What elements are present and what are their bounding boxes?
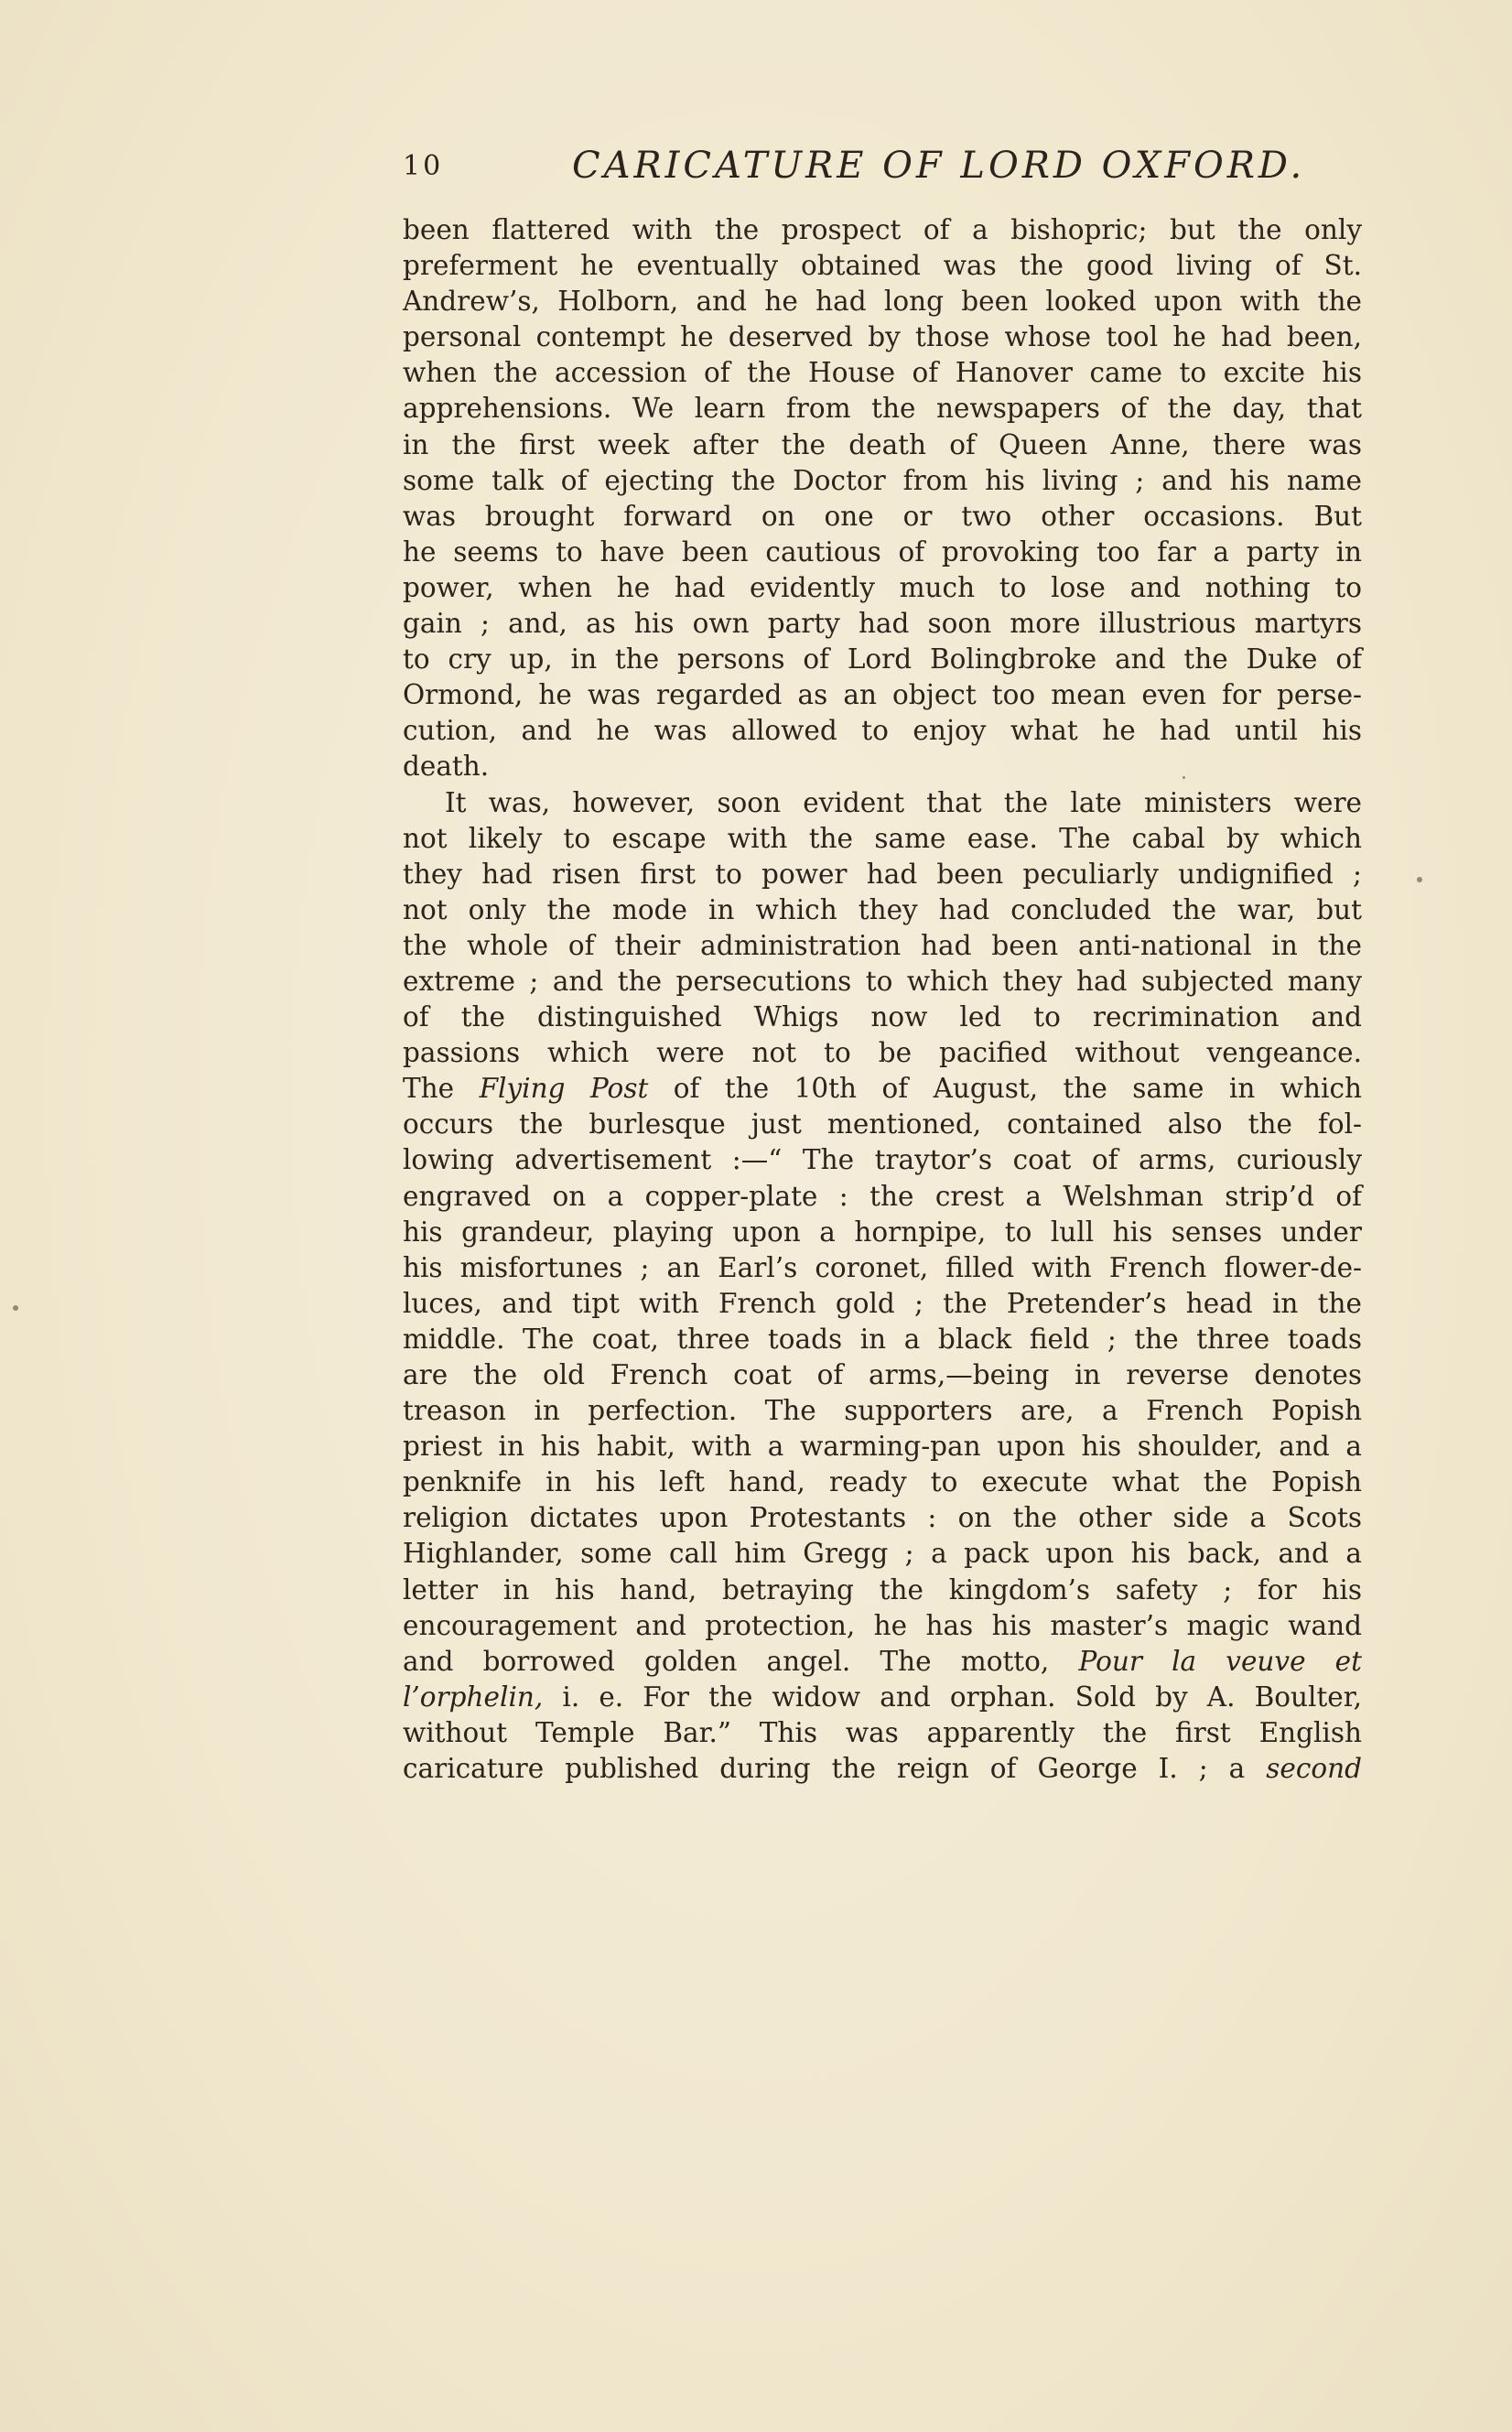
text-line-with-italic: caricature published during the reign of George I. ; a second xyxy=(403,1753,1362,1785)
text-line-with-italic: The Flying Post of the 10th of August, the same in which xyxy=(403,1073,1362,1105)
text-line: in the first week after the death of Queen Anne, there was xyxy=(403,428,1362,460)
text-line: treason in perfection. The supporters are, a French Popish xyxy=(403,1395,1362,1427)
text-line: engraved on a copper-plate : the crest a Welshman strip’d of xyxy=(403,1180,1362,1212)
text-line: his grandeur, playing upon a hornpipe, to lull his senses under xyxy=(403,1216,1362,1248)
page-header xyxy=(403,145,1355,200)
text-line: penknife in his left hand, ready to execute what the Popish xyxy=(403,1466,1362,1498)
text-line: his misfortunes ; an Earl’s coronet, filled with French flower-de- xyxy=(403,1251,1362,1283)
italic-catchword: second xyxy=(1266,1753,1362,1785)
text-line: without Temple Bar.” This was apparently the first English xyxy=(403,1716,1362,1748)
text-line: death. xyxy=(403,751,490,783)
italic-motto: Pour la veuve et xyxy=(1078,1645,1362,1677)
text-line: luces, and tipt with French gold ; the Pretender’s head in the xyxy=(403,1287,1362,1319)
text-line: occurs the burlesque just mentioned, contained also the fol- xyxy=(403,1108,1362,1140)
text-line: personal contempt he deserved by those whose tool he had been, xyxy=(403,321,1362,353)
text-line: was brought forward on one or two other occasions. But xyxy=(403,500,1362,532)
text-line: not likely to escape with the same ease. The cabal by which xyxy=(403,822,1362,854)
text-line: passions which were not to be pacified without vengeance. xyxy=(403,1037,1362,1069)
text-line: Andrew’s, Holborn, and he had long been looked upon with the xyxy=(403,286,1362,318)
text-line: power, when he had evidently much to lose and nothing to xyxy=(403,571,1362,603)
text-line: extreme ; and the persecutions to which they had subjected many xyxy=(403,965,1362,997)
text-line: cution, and he was allowed to enjoy what he had until his xyxy=(403,715,1362,747)
text-line: of the distinguished Whigs now led to recrimination and xyxy=(403,1001,1362,1033)
text-line: preferment he eventually obtained was the good living of St. xyxy=(403,250,1362,282)
paper-speck xyxy=(1183,776,1185,779)
text-line: lowing advertisement :—“ The traytor’s coat of arms, curiously xyxy=(403,1144,1362,1176)
italic-motto-cont: l’orphelin, xyxy=(403,1681,544,1713)
text-line: encouragement and protection, he has his master’s magic wand xyxy=(403,1609,1362,1641)
italic-title: Flying Post xyxy=(479,1073,649,1105)
text-line: It was, however, soon evident that the late ministers were xyxy=(445,786,1362,818)
paper-speck xyxy=(1417,877,1422,882)
text-line: when the accession of the House of Hanover came to excite his xyxy=(403,357,1362,389)
text-line: are the old French coat of arms,—being in reverse denotes xyxy=(403,1359,1362,1390)
text-line: Highlander, some call him Gregg ; a pack upon his back, and a xyxy=(403,1538,1362,1570)
text-line: the whole of their administration had been anti-national in the xyxy=(403,929,1362,961)
text-line: Ormond, he was regarded as an object too mean even for perse- xyxy=(403,679,1362,711)
text-line: gain ; and, as his own party had soon more illustrious martyrs xyxy=(403,608,1362,640)
page-number: 10 xyxy=(403,150,444,182)
text-line: they had risen first to power had been peculiarly undignified ; xyxy=(403,858,1362,890)
text-line: letter in his hand, betraying the kingdom’s safety ; for his xyxy=(403,1573,1362,1605)
paper-speck xyxy=(13,1305,18,1311)
text-line-with-italic: l’orphelin, i. e. For the widow and orphan. Sold by A. Boulter, xyxy=(403,1681,1362,1713)
text-line: religion dictates upon Protestants : on the other side a Scots xyxy=(403,1502,1362,1534)
text-line: some talk of ejecting the Doctor from his living ; and his name xyxy=(403,464,1362,496)
text-line: apprehensions. We learn from the newspapers of the day, that xyxy=(403,393,1362,425)
text-line-with-italic: and borrowed golden angel. The motto, Pour la veuve et xyxy=(403,1645,1362,1677)
text-line: priest in his habit, with a warming-pan upon his shoulder, and a xyxy=(403,1431,1362,1463)
body-text xyxy=(403,212,1362,1787)
running-head: CARICATURE OF LORD OXFORD. xyxy=(572,145,1306,187)
text-line: to cry up, in the persons of Lord Bolingbroke and the Duke of xyxy=(403,643,1362,676)
text-line: he seems to have been cautious of provoking too far a party in xyxy=(403,535,1362,567)
text-line: middle. The coat, three toads in a black field ; the three toads xyxy=(403,1323,1362,1355)
text-line: not only the mode in which they had concluded the war, but xyxy=(403,893,1362,925)
text-line: been flattered with the prospect of a bishopric; but the only xyxy=(403,214,1362,245)
